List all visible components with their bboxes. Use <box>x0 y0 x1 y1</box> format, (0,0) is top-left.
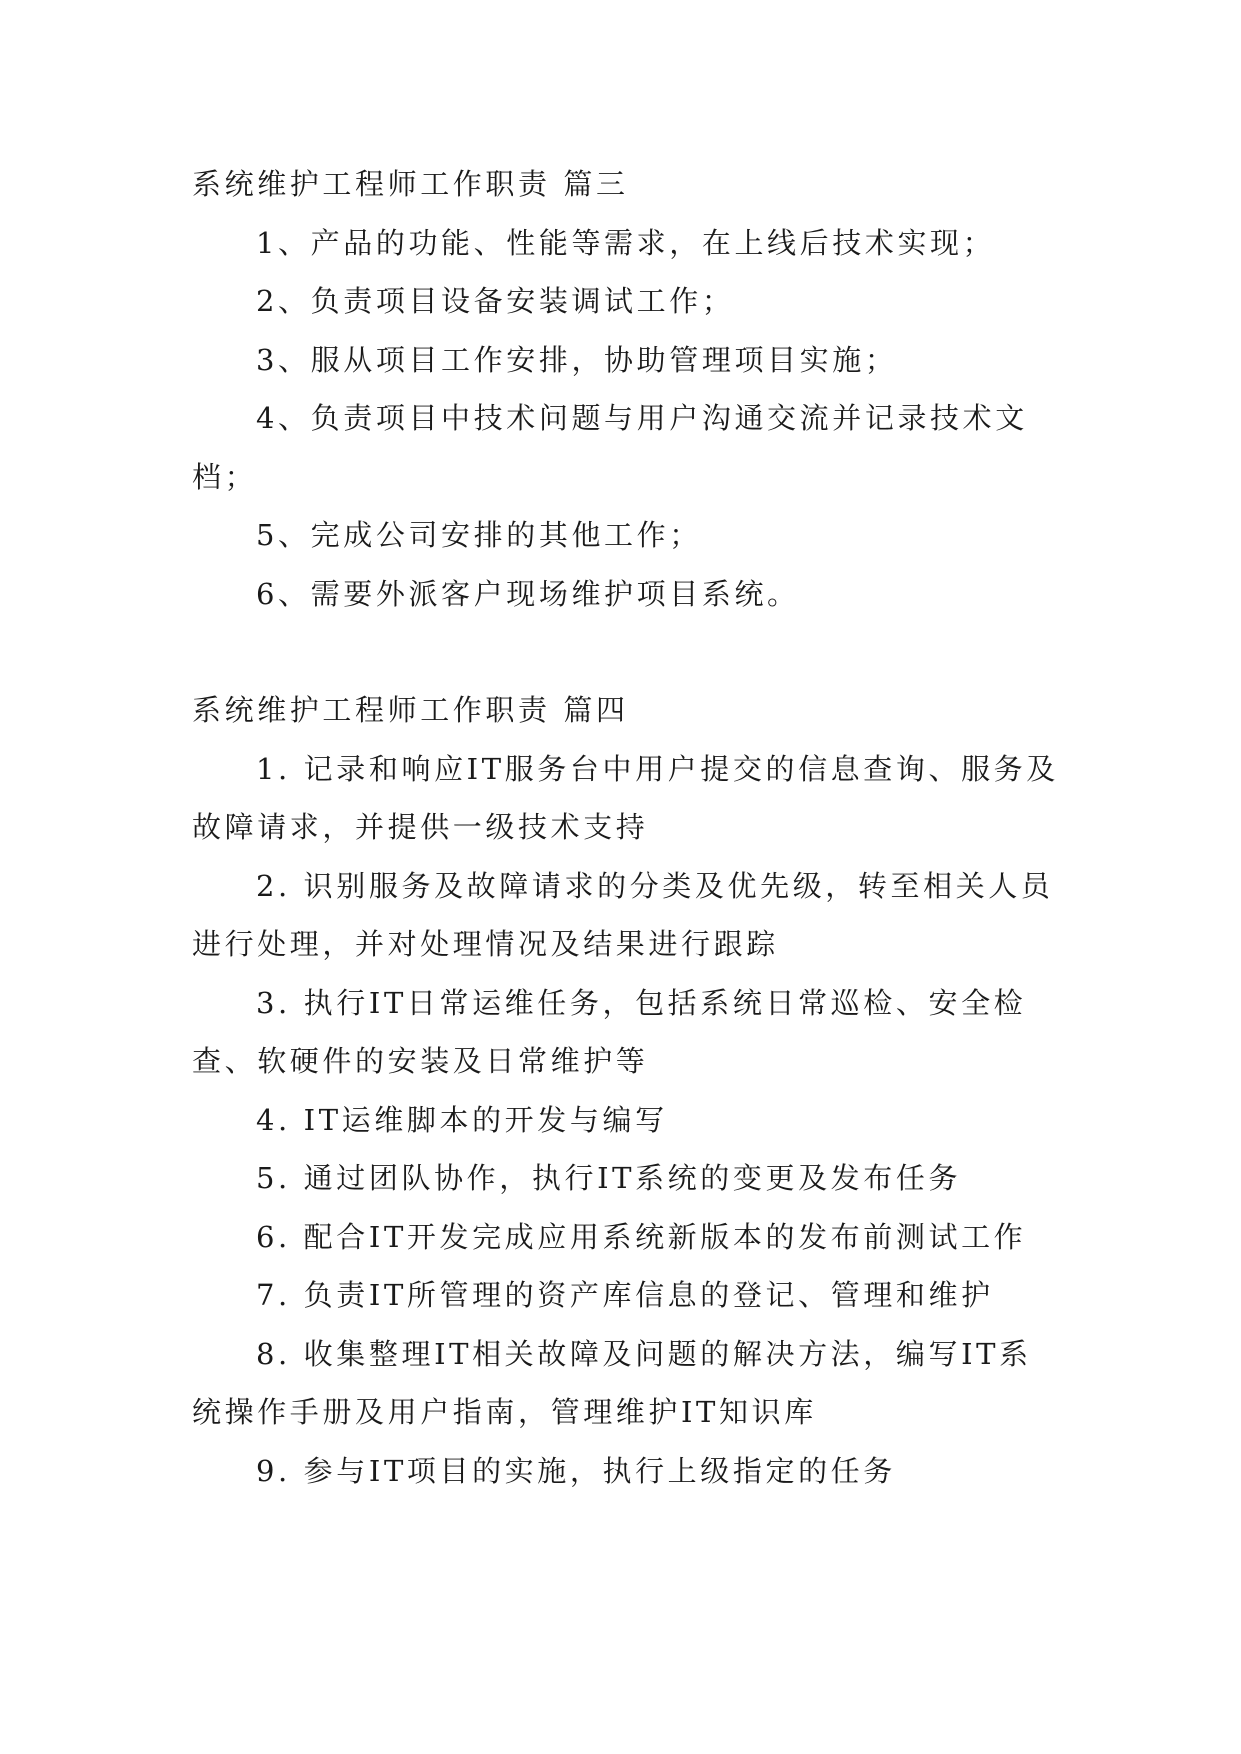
list-item: 2、负责项目设备安装调试工作； <box>256 284 735 318</box>
section-heading: 系统维护工程师工作职责 篇四 <box>192 693 629 727</box>
list-item: 2. 识别服务及故障请求的分类及优先级，转至相关人员进行处理，并对处理情况及结果进行跟踪 <box>192 868 1054 961</box>
list-item: 7. 负责IT所管理的资产库信息的登记、管理和维护 <box>256 1278 994 1312</box>
list-item: 6、需要外派客户现场维护项目系统。 <box>256 576 800 611</box>
list-item: 8. 收集整理IT相关故障及问题的解决方法，编写IT系统操作手册及用户指南，管理维护IT知识库 <box>192 1336 1032 1429</box>
list-item: 1、产品的功能、性能等需求，在上线后技术实现； <box>256 225 996 260</box>
list-item: 4、负责项目中技术问题与用户沟通交流并记录技术文档； <box>192 401 1028 494</box>
list-item: 6. 配合IT开发完成应用系统新版本的发布前测试工作 <box>256 1219 1027 1254</box>
document-body <box>192 155 1062 1500</box>
list-item: 1. 记录和响应IT服务台中用户提交的信息查询、服务及故障请求，并提供一级技术支持 <box>192 751 1059 844</box>
section-part-four <box>192 681 1062 1500</box>
list-item: 3、服从项目工作安排，协助管理项目实施； <box>256 342 898 377</box>
list-item: 4. IT运维脚本的开发与编写 <box>256 1102 668 1137</box>
list-item: 5、完成公司安排的其他工作； <box>256 518 702 552</box>
list-item: 9. 参与IT项目的实施，执行上级指定的任务 <box>256 1453 896 1488</box>
section-part-three <box>192 155 1062 623</box>
list-item: 3. 执行IT日常运维任务，包括系统日常巡检、安全检查、软硬件的安装及日常维护等 <box>192 985 1027 1078</box>
list-item: 5. 通过团队协作，执行IT系统的变更及发布任务 <box>256 1161 962 1195</box>
section-heading: 系统维护工程师工作职责 篇三 <box>192 167 629 201</box>
